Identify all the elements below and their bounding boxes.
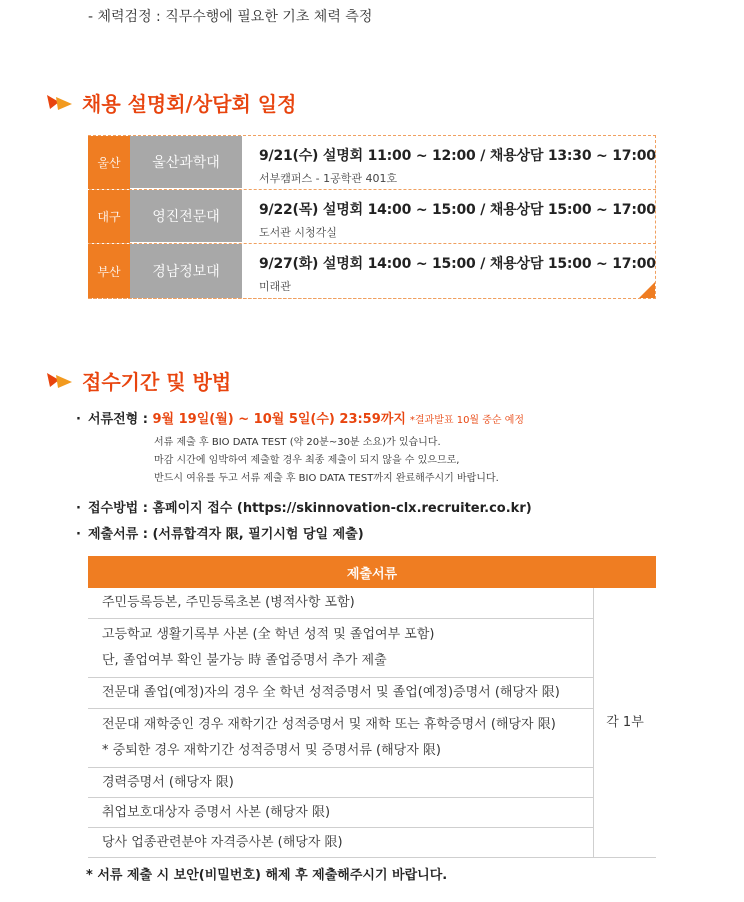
schedule-time: 9/21(수) 설명회 11:00 ~ 12:00 / 채용상담 13:30 ~ 17:00: [259, 148, 656, 164]
schedule-row: [89, 244, 656, 299]
docs-text: 제출서류 : (서류합격자 限, 필기시험 당일 제출): [88, 527, 364, 542]
table-row: [88, 798, 656, 828]
schedule-title-text: 채용 설명회/상담회 일정: [82, 92, 297, 116]
result-note: *결과발표 10월 중순 예정: [409, 415, 525, 426]
schedule-school: 영진전문대: [130, 190, 242, 243]
schedule-city: 대구: [88, 190, 130, 243]
schedule-city: 울산: [88, 136, 130, 189]
table-row: [88, 619, 656, 678]
schedule-school: 경남정보대: [130, 244, 242, 298]
doc-item: 경력증명서 (해당자 限): [88, 768, 594, 798]
schedule-section-title: [46, 88, 296, 117]
screening-period: 9월 19일(월) ~ 10월 5일(수) 23:59까지: [152, 412, 406, 427]
fitness-test-line: - 체력검정 : 직무수행에 필요한 기초 체력 측정: [88, 9, 373, 25]
doc-item: 전문대 재학중인 경우 재학기간 성적증명서 및 재학 또는 휴학증명서 (해당자 限) * 중퇴한 경우 재학기간 성적증명서 및 증명서류 (해당자 限): [88, 709, 594, 768]
schedule-row: [89, 190, 656, 244]
doc-item: 취업보호대상자 증명서 사본 (해당자 限): [88, 798, 594, 828]
documents-table: [88, 556, 656, 858]
screening-notes: [154, 434, 499, 488]
note-line: 서류 제출 후 BIO DATA TEST (약 20분~30분 소요)가 있습니다.: [154, 437, 441, 448]
corner-triangle-icon: [639, 282, 655, 298]
doc-item: 고등학교 생활기록부 사본 (全 학년 성적 및 졸업여부 포함) 단, 졸업여부 확인 불가능 時 졸업증명서 추가 제출: [88, 619, 594, 678]
schedule-time: 9/27(화) 설명회 14:00 ~ 15:00 / 채용상담 15:00 ~ 17:00: [259, 256, 656, 272]
sk-butterfly-icon: [46, 371, 74, 391]
schedule-row: [89, 136, 656, 190]
method-text: 접수방법 : 홈페이지 접수 (https://skinnovation-clx.recruiter.co.kr): [88, 501, 532, 516]
schedule-place: 미래관: [259, 280, 291, 293]
apply-title-text: 접수기간 및 방법: [82, 370, 232, 394]
schedule-place: 도서관 시청각실: [259, 226, 337, 239]
note-line: 반드시 여유를 두고 서류 제출 후 BIO DATA TEST까지 완료해주시기 바랍니다.: [154, 473, 499, 484]
schedule-city: 부산: [88, 244, 130, 298]
table-row: [88, 588, 656, 619]
table-row: [88, 709, 656, 768]
documents-header: 제출서류: [88, 556, 656, 588]
bullet-dot: ·: [76, 501, 81, 516]
screening-label: 서류전형 :: [88, 412, 153, 427]
bullet-dot: ·: [76, 412, 81, 427]
schedule-time: 9/22(목) 설명회 14:00 ~ 15:00 / 채용상담 15:00 ~ 17:00: [259, 202, 656, 218]
table-row: [88, 828, 656, 858]
table-row: [88, 768, 656, 798]
note-line: 마감 시간에 임박하여 제출할 경우 최종 제출이 되지 않을 수 있으므로,: [154, 455, 460, 466]
table-row: [88, 678, 656, 709]
method-line: [76, 497, 532, 516]
apply-section-title: [46, 366, 231, 395]
bullet-dot: ·: [76, 527, 81, 542]
schedule-school: 울산과학대: [130, 136, 242, 189]
screening-line: [76, 408, 524, 427]
doc-item: 전문대 졸업(예정)자의 경우 全 학년 성적증명서 및 졸업(예정)증명서 (해당자 限): [88, 678, 594, 709]
schedule-table: [88, 135, 656, 299]
doc-count: 각 1부: [594, 588, 657, 858]
sk-butterfly-icon: [46, 93, 74, 113]
footer-note: * 서류 제출 시 보안(비밀번호) 해제 후 제출해주시기 바랍니다.: [86, 868, 448, 883]
docs-line: [76, 523, 364, 542]
schedule-place: 서부캠퍼스 - 1공학관 401호: [259, 172, 398, 185]
doc-item: 주민등록등본, 주민등록초본 (병적사항 포함): [88, 588, 594, 619]
doc-item: 당사 업종관련분야 자격증사본 (해당자 限): [88, 828, 594, 858]
